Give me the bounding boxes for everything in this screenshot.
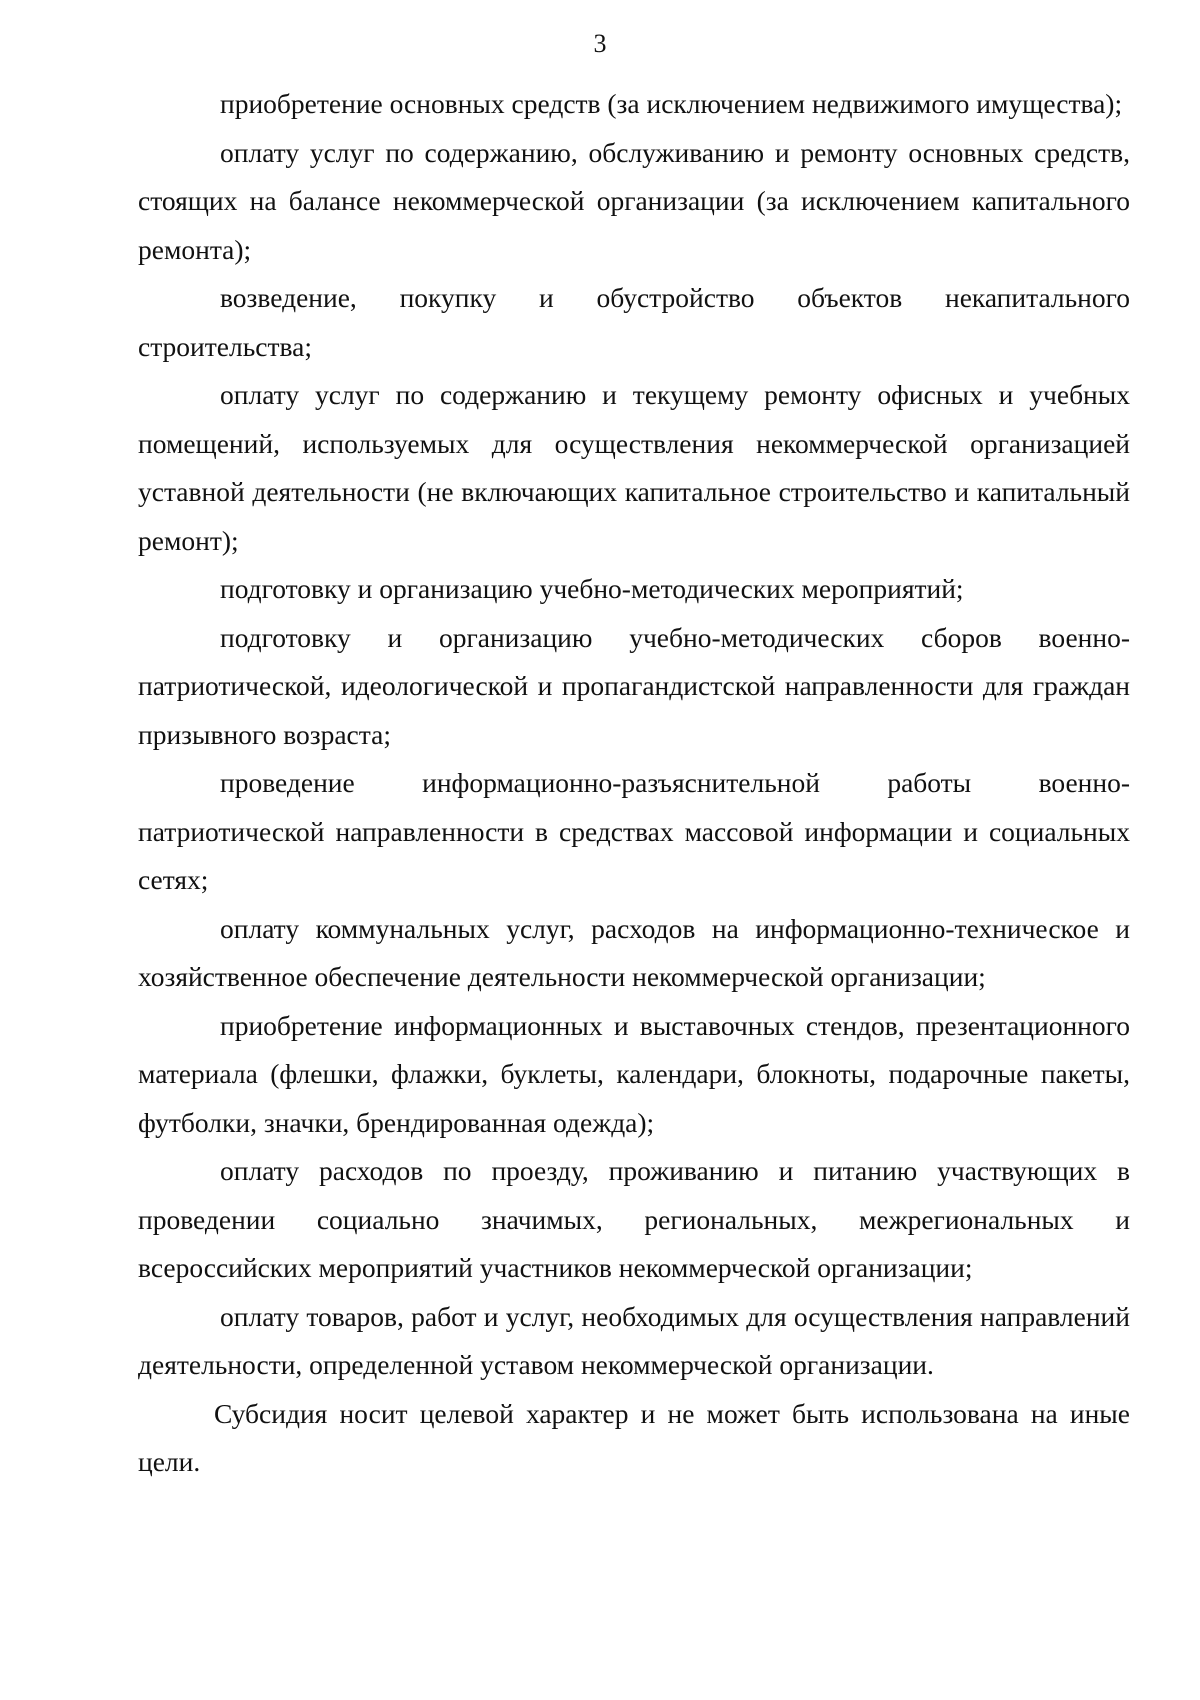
paragraph: приобретение информационных и выставочных стендов, презентационного материала (флешки, флажки, буклеты, календари, блокноты, подарочные пакеты, футболки, значки, брендированная одежда); [138, 1009, 1130, 1138]
paragraph: оплату товаров, работ и услуг, необходимых для осуществления направлений деятельности, определенной уставом некоммерческой организации. [138, 1300, 1130, 1380]
paragraph: возведение, покупку и обустройство объектов некапитального строительства; [138, 282, 1130, 362]
paragraph: подготовку и организацию учебно-методических мероприятий; [220, 573, 964, 604]
paragraph: подготовку и организацию учебно-методических сборов военно-патриотической, идеологической и пропагандистской направленности для граждан призывного возраста; [138, 621, 1130, 750]
paragraph: оплату услуг по содержанию, обслуживанию и ремонту основных средств, стоящих на балансе некоммерческой организации (за исключением капитального ремонта); [138, 136, 1130, 265]
paragraph: приобретение основных средств (за исключением недвижимого имущества); [220, 88, 1123, 119]
page-number: 3 [593, 29, 607, 58]
paragraph: оплату коммунальных услуг, расходов на информационно-техническое и хозяйственное обеспечение деятельности некоммерческой организации; [138, 912, 1130, 992]
paragraph: оплату расходов по проезду, проживанию и питанию участвующих в проведении социально значимых, региональных, межрегиональных и всероссийских мероприятий участников некоммерческой организации; [138, 1155, 1130, 1283]
paragraph: оплату услуг по содержанию и текущему ремонту офисных и учебных помещений, используемых для осуществления некоммерческой организацией уставной деятельности (не включающих капитальное строительство и капитальный ремонт); [138, 379, 1130, 556]
document-body [138, 80, 1130, 1487]
paragraph: проведение информационно-разъяснительной работы военно-патриотической направленности в средствах массовой информации и социальных сетях; [138, 767, 1130, 895]
closing-paragraph: Субсидия носит целевой характер и не может быть использована на иные цели. [138, 1397, 1130, 1477]
